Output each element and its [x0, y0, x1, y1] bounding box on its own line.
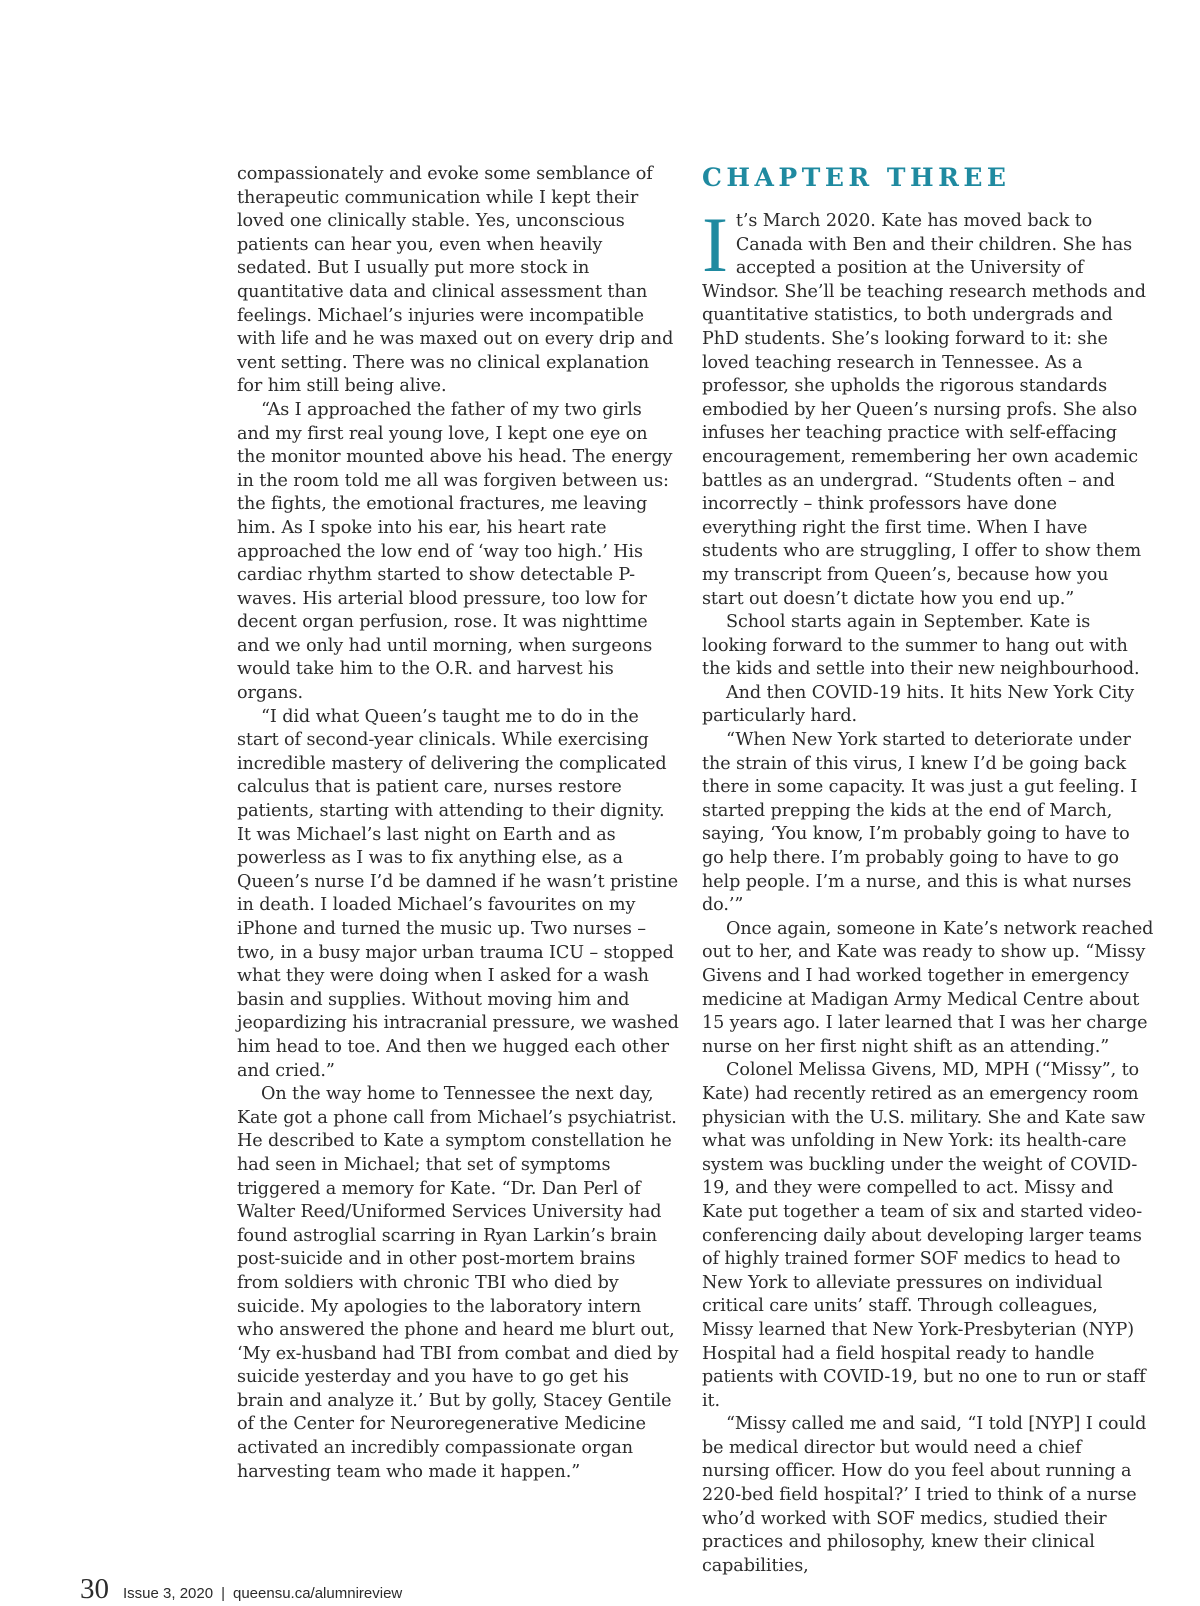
- paragraph: Once again, someone in Kate’s network reached out to her, and Kate was ready to show up. “Missy Givens and I had worked together in emergency medicine at Madigan Army Medical Centre about 15 years ago. I later learned that I was her charge nurse on her first night shift as an attending.”: [702, 918, 1154, 1057]
- opening-paragraph: [702, 201, 1154, 611]
- paragraph: “When New York started to deteriorate under the strain of this virus, I knew I’d be going back there in some capacity. It was just a gut feeling. I started prepping the kids at the end of March, saying, ‘You know, I’m probably going to have to go help there. I’m probably going to have to go help people. I’m a nurse, and this is what nurses do.’”: [702, 730, 1138, 916]
- paragraph: School starts again in September. Kate is looking forward to the summer to hang out with the kids and settle into their new neighbourhood.: [702, 612, 1140, 680]
- page-number: 30: [80, 1573, 109, 1605]
- right-column: [702, 163, 1154, 1578]
- paragraph: And then COVID-19 hits. It hits New York City particularly hard.: [702, 682, 1135, 727]
- left-column: [237, 163, 679, 1484]
- paragraph: On the way home to Tennessee the next day, Kate got a phone call from Michael’s psychiatrist. He described to Kate a symptom constellation he had seen in Michael; that set of symptoms triggered a memory for Kate. “Dr. Dan Perl of Walter Reed/Uniformed Services University had found astroglial scarring in Ryan Larkin’s brain post-suicide and in other post-mortem brains from soldiers with chronic TBI who died by suicide. My apologies to the laboratory intern who answered the phone and heard me blurt out, ‘My ex-husband had TBI from combat and died by suicide yesterday and you have to go get his brain and analyze it.’ But by golly, Stacey Gentile of the Center for Neuroregenerative Medicine activated an incredibly compassionate organ harvesting team who made it happen.”: [237, 1084, 679, 1482]
- issue-label: Issue 3, 2020: [123, 1585, 214, 1602]
- chapter-heading: CHAPTER THREE: [702, 163, 1011, 192]
- footer-separator: |: [221, 1585, 225, 1602]
- page-footer: [80, 1573, 402, 1606]
- drop-cap: I: [702, 201, 728, 288]
- opening-paragraph-text: t’s March 2020. Kate has moved back to Canada with Ben and their children. She has accepted a position at the University of Windsor. She’ll be teaching research methods and quantitative statistics, to both undergrads and PhD students. She’s looking forward to it: she loved teaching research in Tennessee. As a professor, she upholds the rigorous standards embodied by her Queen’s nursing profs. She also infuses her teaching practice with self-effacing encouragement, remembering her own academic battles as an undergrad. “Students often – and incorrectly – think professors have done everything right the first time. When I have students who are struggling, I offer to show them my transcript from Queen’s, because how you start out doesn’t dictate how you end up.”: [702, 211, 1146, 609]
- paragraph: compassionately and evoke some semblance of therapeutic communication while I kept their loved one clinically stable. Yes, unconscious patients can hear you, even when heavily sedated. But I usually put more stock in quantitative data and clinical assessment than feelings. Michael’s injuries were incompatible with life and he was maxed out on every drip and vent setting. There was no clinical explanation for him still being alive.: [237, 164, 674, 397]
- paragraph: “Missy called me and said, “I told [NYP] I could be medical director but would need a chief nursing officer. How do you feel about running a 220-bed field hospital?’ I tried to think of a nurse who’d worked with SOF medics, studied their practices and philosophy, knew their clinical capabilities,: [702, 1414, 1147, 1576]
- paragraph: Colonel Melissa Givens, MD, MPH (“Missy”, to Kate) had recently retired as an emergency room physician with the U.S. military. She and Kate saw what was unfolding in New York: its health-care system was buckling under the weight of COVID-19, and they were compelled to act. Missy and Kate put together a team of six and started video-conferencing daily about developing larger teams of highly trained former SOF medics to head to New York to alleviate pressures on individual critical care units’ staff. Through colleagues, Missy learned that New York-Presbyterian (NYP) Hospital had a field hospital ready to handle patients with COVID-19, but no one to run or staff it.: [702, 1060, 1146, 1411]
- paragraph: “I did what Queen’s taught me to do in the start of second-year clinicals. While exercising incredible mastery of delivering the complicated calculus that is patient care, nurses restore patients, starting with attending to their dignity. It was Michael’s last night on Earth and as powerless as I was to fix anything else, as a Queen’s nurse I’d be damned if he wasn’t pristine in death. I loaded Michael’s favourites on my iPhone and turned the music up. Two nurses – two, in a busy major urban trauma ICU – stopped what they were doing when I asked for a wash basin and supplies. Without moving him and jeopardizing his intracranial pressure, we washed him head to toe. And then we hugged each other and cried.”: [237, 706, 679, 1081]
- paragraph: “As I approached the father of my two girls and my first real young love, I kept one eye on the monitor mounted above his head. The energy in the room told me all was forgiven between us: the fights, the emotional fractures, me leaving him. As I spoke into his ear, his heart rate approached the low end of ‘way too high.’ His cardiac rhythm started to show detectable P-waves. His arterial blood pressure, too low for decent organ perfusion, rose. It was nighttime and we only had until morning, when surgeons would take him to the O.R. and harvest his organs.: [237, 399, 673, 704]
- footer-url[interactable]: queensu.ca/alumnireview: [232, 1585, 403, 1602]
